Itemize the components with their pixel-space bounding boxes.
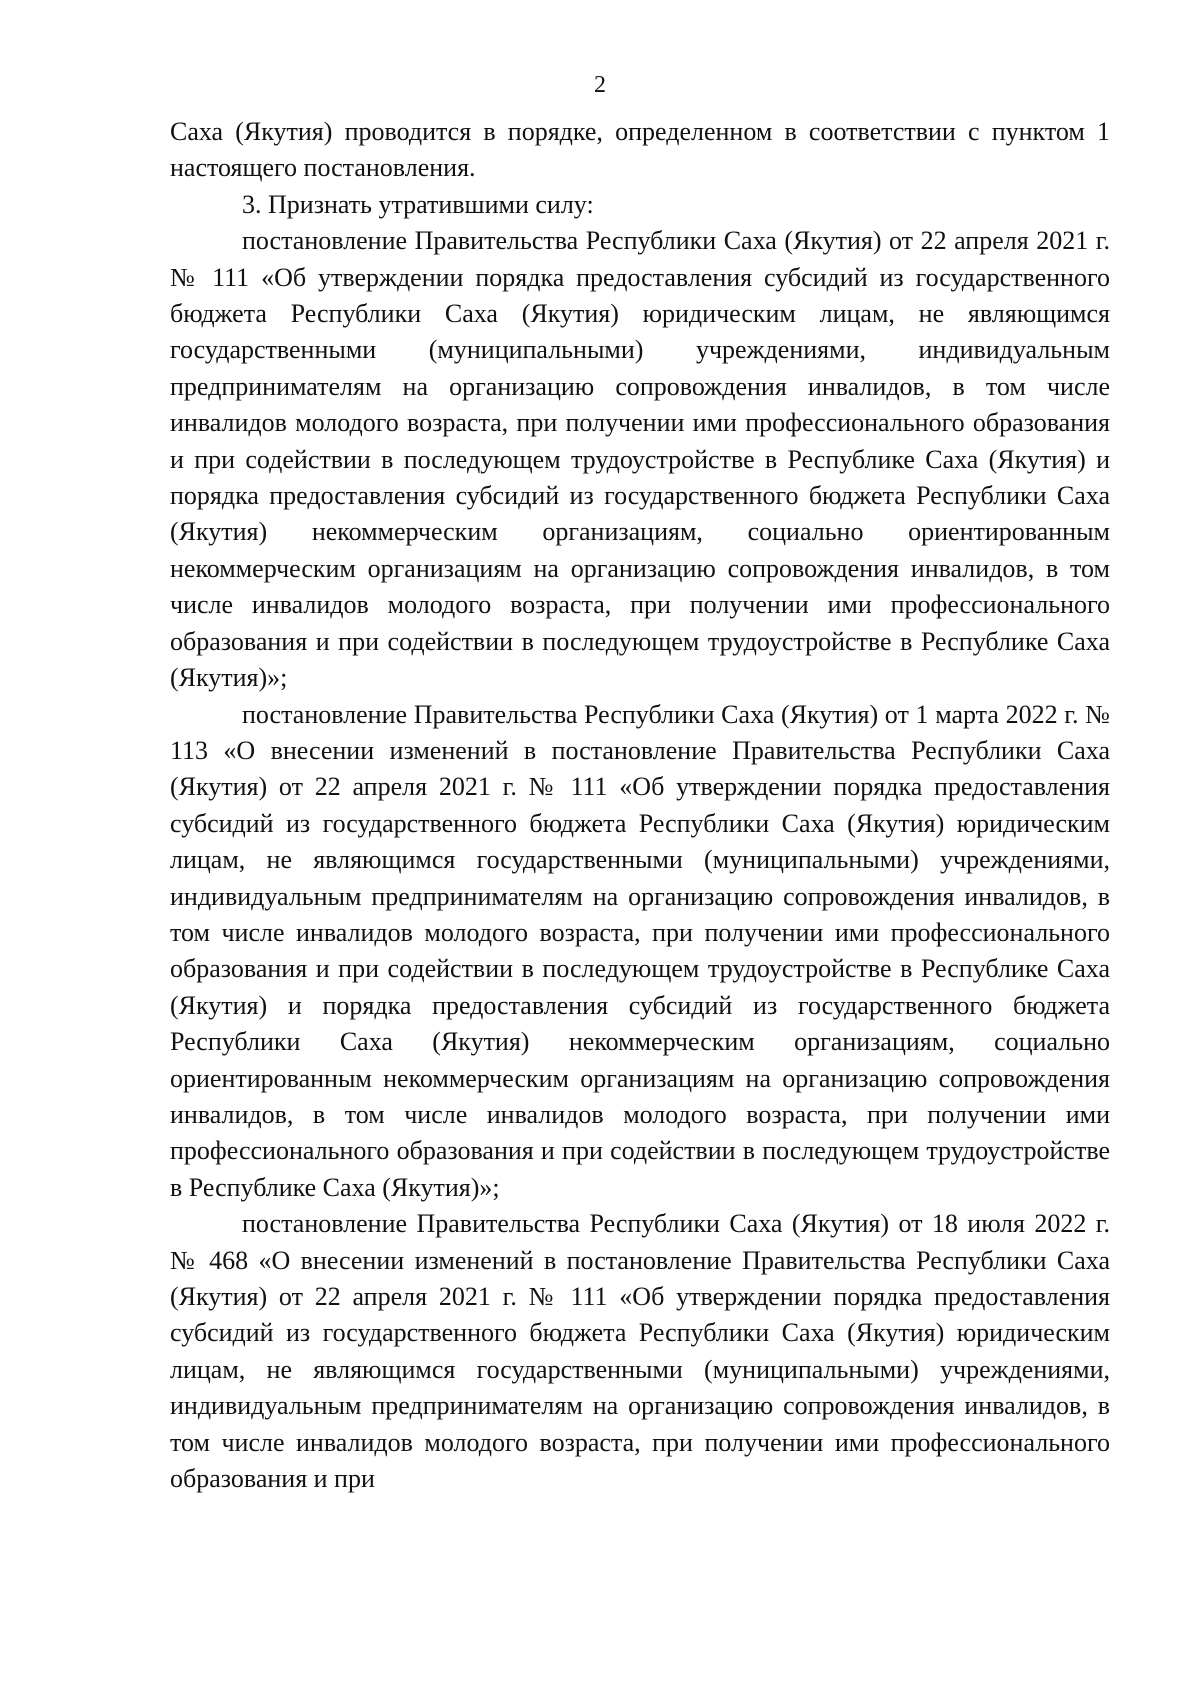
paragraph-resolution-113: постановление Правительства Республики Саха (Якутия) от 1 марта 2022 г. № 113 «О внесении изменений в постановление Правительства Республики Саха (Якутия) от 22 апреля 2021 г. № 111 «Об утверждении порядка предоставления субсидий из государственного бюджета Республики Саха (Якутия) юридическим лицам, не являющимся государственными (муниципальными) учреждениями, индивидуальным предпринимателям на организацию сопровождения инвалидов, в том числе инвалидов молодого возраста, при получении ими профессионального образования и при содействии в последующем трудоустройстве в Республике Саха (Якутия) и порядка предоставления субсидий из государственного бюджета Республики Саха (Якутия) некоммерческим организациям, социально ориентированным некоммерческим организациям на организацию сопровождения инвалидов, в том числе инвалидов молодого возраста, при получении ими профессионального образования и при содействии в последующем трудоустройстве в Республике Саха (Якутия)»; xyxy=(170,699,1110,1202)
paragraph-resolution-468: постановление Правительства Республики Саха (Якутия) от 18 июля 2022 г. № 468 «О внесении изменений в постановление Правительства Республики Саха (Якутия) от 22 апреля 2021 г. № 111 «Об утверждении порядка предоставления субсидий из государственного бюджета Республики Саха (Якутия) юридическим лицам, не являющимся государственными (муниципальными) учреждениями, индивидуальным предпринимателям на организацию сопровождения инвалидов, в том числе инвалидов молодого возраста, при получении ими профессионального образования и при xyxy=(170,1209,1110,1494)
paragraph-resolution-111: постановление Правительства Республики Саха (Якутия) от 22 апреля 2021 г. № 111 «Об утверждении порядка предоставления субсидий из государственного бюджета Республики Саха (Якутия) юридическим лицам, не являющимся государственными (муниципальными) учреждениями, индивидуальным предпринимателям на организацию сопровождения инвалидов, в том числе инвалидов молодого возраста, при получении ими профессионального образования и при содействии в последующем трудоустройстве в Республике Саха (Якутия) и порядка предоставления субсидий из государственного бюджета Республики Саха (Якутия) некоммерческим организациям, социально ориентированным некоммерческим организациям на организацию сопровождения инвалидов, в том числе инвалидов молодого возраста, при получении ими профессионального образования и при содействии в последующем трудоустройстве в Республике Саха (Якутия)»; xyxy=(170,226,1110,693)
paragraph-item-3-heading: 3. Признать утратившими силу: xyxy=(242,189,594,219)
paragraph-continuation: Саха (Якутия) проводится в порядке, определенном в соответствии с пунктом 1 настоящего постановления. xyxy=(170,117,1110,183)
page-number: 2 xyxy=(594,72,606,98)
document-body xyxy=(170,114,1110,1497)
